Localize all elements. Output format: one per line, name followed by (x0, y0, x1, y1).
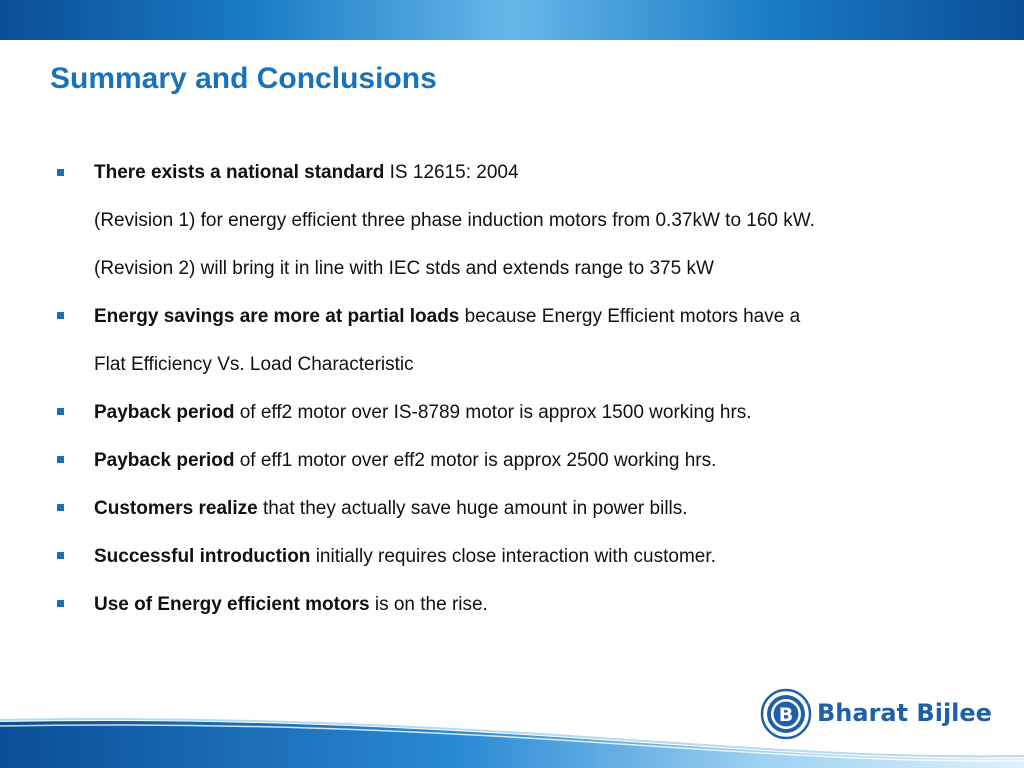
bullet-bold: Energy savings are more at partial loads (94, 306, 460, 327)
bullet-bold: There exists a national standard (94, 162, 385, 183)
bullet-continuation: (Revision 1) for energy efficient three phase induction motors from 0.37kW to 160 kW. (94, 210, 815, 231)
bullet-text: is on the rise. (369, 594, 488, 615)
bullet-text: that they actually save huge amount in power bills. (257, 498, 688, 519)
bullet-bold: Payback period (94, 450, 235, 471)
bullet-text: initially requires close interaction with customer. (310, 546, 716, 567)
company-logo (760, 688, 990, 742)
bullet-bold: Payback period (94, 402, 235, 423)
bullet-continuation: Flat Efficiency Vs. Load Characteristic (94, 354, 414, 375)
bullet-item (94, 593, 488, 617)
bullet-item (94, 497, 688, 521)
bullet-item (94, 449, 716, 473)
bullet-item (94, 545, 716, 569)
bullet-bold: Customers realize (94, 498, 258, 519)
bullet-marker (57, 552, 64, 559)
slide-title: Summary and Conclusions (50, 62, 437, 95)
bullet-item (94, 161, 519, 185)
bullet-marker (57, 600, 64, 607)
bullet-marker (57, 312, 64, 319)
bullet-marker (57, 408, 64, 415)
bullet-bold: Successful introduction (94, 546, 311, 567)
svg-text:B: B (778, 704, 794, 726)
bullet-marker (57, 456, 64, 463)
bullet-bold: Use of Energy efficient motors (94, 594, 370, 615)
bullet-item (94, 401, 752, 425)
logo-mark-icon (760, 688, 812, 740)
bullet-text: because Energy Efficient motors have a (459, 306, 801, 327)
bullet-item (94, 305, 800, 329)
bullet-text: of eff1 motor over eff2 motor is approx 2500 working hrs. (234, 450, 717, 471)
bullet-text: of eff2 motor over IS-8789 motor is approx 1500 working hrs. (234, 402, 752, 423)
bullet-continuation: (Revision 2) will bring it in line with IEC stds and extends range to 375 kW (94, 258, 714, 279)
bullet-text: IS 12615: 2004 (384, 162, 519, 183)
logo-text: Bharat Bijlee (817, 699, 992, 727)
header-band (0, 0, 1024, 40)
bullet-marker (57, 504, 64, 511)
bullet-marker (57, 169, 64, 176)
